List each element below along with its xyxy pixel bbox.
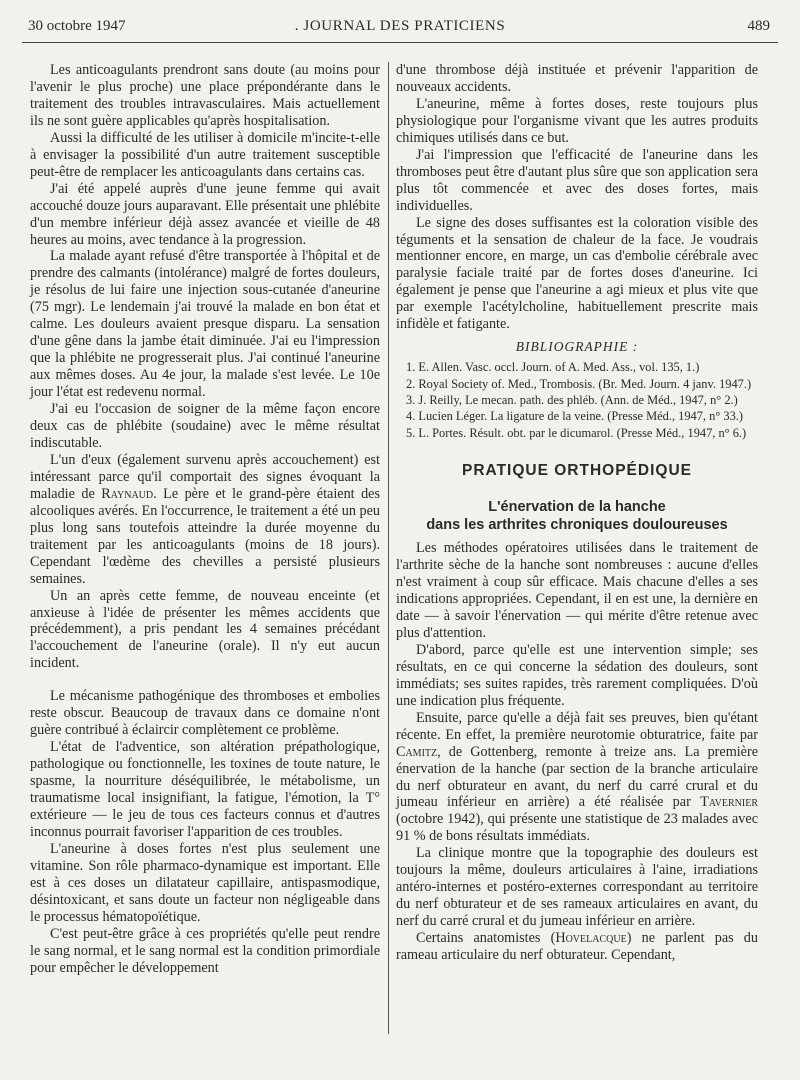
paragraph: J'ai l'impression que l'efficacité de l'aneurine dans les thromboses peut être d'autant plus sûre que son application sera plus tôt commencée et avec des doses fortes, mais individuelles.	[396, 146, 758, 214]
text-run: L'un d'eux (également survenu après accouchement) est intéressant parce qu'il comportait des signes évoquant la maladie de	[30, 451, 380, 502]
paragraph: L'aneurine à doses fortes n'est plus seulement une vitamine. Son rôle pharmaco-dynamique est important. Elle est à ces doses un dilatateur capillaire, antispasmodique, désintoxicant, et sans doute un facteur non négligeable dans le processus hématopoïétique.	[30, 840, 380, 925]
paragraph: J'ai eu l'occasion de soigner de la même façon encore deux cas de phlébite (soudaine) avec le même résultat indiscutable.	[30, 401, 380, 451]
paragraph: Les anticoagulants prendront sans doute (au moins pour l'avenir le plus proche) une place prépondérante dans le traitement des troubles intravasculaires. Mais actuellement ils ne sont guère applicables qu'après hospitalisation.	[30, 62, 380, 129]
paragraph: La malade ayant refusé d'être transportée à l'hôpital et de prendre des calmants (intolérance) malgré de fortes douleurs, je résolus de lui faire une injection sous-cutanée d'aneurine (75 mgr). Le lendemain j'ai trouvé la malade en bon état et calme. Les douleurs avaient presque disparu. La sensation d'une gêne dans la jambe était diminuée. J'ai eu l'impression que la phlébite ne progresserait plus. J'ai continué l'aneurine aux mêmes doses. Au 4e jour, la malade s'est levée. Le 10e jour l'état est redevenu normal.	[30, 248, 380, 401]
journal-title: . JOURNAL DES PRATICIENS	[294, 18, 506, 34]
column-divider	[388, 62, 389, 1034]
bibliography-entry: 4. Lucien Léger. La ligature de la veine. (Presse Méd., 1947, n° 33.)	[406, 409, 743, 424]
paragraph: C'est peut-être grâce à ces propriétés qu'elle peut rendre le sang normal, et le sang normal est la condition primordiale pour empêcher le développement	[30, 925, 380, 976]
text-run: , de Gottenberg, remonte à treize ans. La première énervation de la hanche (par section de la branche articulaire du nerf obturateur en avant, du nerf du carré crural et du jumeau inférieur en arrière) a été réalisée par	[396, 743, 758, 811]
article-title-line: dans les arthrites chroniques douloureuses	[426, 517, 728, 534]
bibliography-entry: 3. J. Reilly, Le mecan. path. des phléb. (Ann. de Méd., 1947, n° 2.)	[406, 393, 738, 408]
bibliography-list	[396, 360, 758, 441]
paragraph: d'une thrombose déjà instituée et prévenir l'apparition de nouveaux accidents.	[396, 62, 758, 95]
page-number: 489	[747, 18, 770, 34]
text-run: ) ne parlent pas du rameau articulaire du nerf obturateur. Cependant,	[396, 930, 758, 964]
paragraph: La clinique montre que la topographie des douleurs est toujours la même, douleurs articulaires à l'aine, irradiations antéro-internes et postéro-externes correspondant au territoire du nerf obturateur et de ses rameaux articulaires en avant, du nerf du carré crural et du jumeau inférieur en arrière.	[396, 845, 758, 930]
bibliography-entry: 5. L. Portes. Résult. obt. par le dicumarol. (Presse Méd., 1947, n° 6.)	[406, 425, 747, 440]
paragraph	[30, 452, 380, 588]
text-run: . Le père et le grand-père étaient des alcooliques avérés. En l'occurrence, le traitement a été un peu plus long sans toutefois atteindre la durée moyenne du traitement par les anticoagulants (moins de 18 jours). Cependant l'œdème des chevilles a persisté plusieurs semaines.	[30, 485, 380, 587]
article-title	[396, 498, 758, 534]
left-column	[30, 62, 380, 977]
paragraph: Les méthodes opératoires utilisées dans le traitement de l'arthrite sèche de la hanche sont nombreuses : aucune d'elles n'est vraiment à coup sûr efficace. Mais chacune d'elles a ses indications appropriées. Cependant, il en est une, la dernière en date — à savoir l'énervation — qui mérite d'être retenue avec plus d'attention.	[396, 540, 758, 641]
section-heading: PRATIQUE ORTHOPÉDIQUE	[462, 462, 692, 480]
bibliography-entry: 1. E. Allen. Vasc. occl. Journ. of A. Med. Ass., vol. 135, 1.)	[406, 360, 700, 375]
paragraph	[396, 930, 758, 964]
author-name: Camitz	[396, 743, 438, 760]
paragraph	[396, 710, 758, 846]
author-name: Raynaud	[101, 485, 154, 502]
paragraph: Le signe des doses suffisantes est la coloration visible des téguments et la sensation de chaleur de la face. Je voudrais mentionner encore, en marge, un cas d'embolie cérébrale avec paralysie faciale traité par de fortes doses d'aneurine. Ici également je pense que l'aneurine a agi mieux et plus vite que par exemple l'acétylcholine, habituellement prescrite mais infidèle et fatigante.	[396, 214, 758, 333]
text-run: Certains anatomistes (	[416, 930, 556, 947]
paragraph: Aussi la difficulté de les utiliser à domicile m'incite-t-elle à envisager la possibilité d'un autre traitement susceptible peut-être de remplacer les anticoagulants dans certains cas.	[30, 129, 380, 180]
right-column	[396, 62, 758, 964]
paragraph: D'abord, parce qu'elle est une intervention simple; ses résultats, en ce qui concerne la sédation des douleurs, sont immédiats; ses suites rapides, très rarement compliquées. D'où une indication plus fréquente.	[396, 641, 758, 709]
article-title-line: L'énervation de la hanche	[488, 499, 666, 516]
bibliography-entry: 2. Royal Society of. Med., Trombosis. (Br. Med. Journ. 4 janv. 1947.)	[406, 376, 752, 391]
paragraph: Le mécanisme pathogénique des thromboses et embolies reste obscur. Beaucoup de travaux dans ce domaine n'ont guère contribué à éclaircir complètement ce problème.	[30, 688, 380, 739]
issue-date: 30 octobre 1947	[28, 18, 126, 34]
paragraph: L'aneurine, même à fortes doses, reste toujours plus physiologique pour l'organisme vivant que les autres produits chimiques utilisés dans ce but.	[396, 95, 758, 146]
page-header	[22, 16, 778, 43]
author-name: Hovelacque	[555, 930, 627, 947]
paragraph: L'état de l'adventice, son altération prépathologique, pathologique ou fonctionnelle, les toxines de toute nature, le spasme, la nourriture déséquilibrée, le métabolisme, un traumatisme local insignifiant, la fatigue, l'émotion, la T° extérieure — le jeu de tous ces facteurs connus et d'autres inconnus pourrait favoriser l'apparition de ces troubles.	[30, 739, 380, 840]
bibliography-title: BIBLIOGRAPHIE :	[515, 339, 639, 355]
text-run: (octobre 1942), qui présente une statistique de 23 malades avec 91 % de bons résultats immédiats.	[396, 811, 758, 845]
text-run: Ensuite, parce qu'elle a déjà fait ses preuves, bien qu'étant récente. En effet, la première neurotomie obturatrice, faite par	[396, 709, 758, 743]
author-name: Tavernier	[700, 794, 758, 811]
paragraph: J'ai été appelé auprès d'une jeune femme qui avait accouché douze jours auparavant. Elle présentait une phlébite d'un membre inférieur déjà assez avancée et vieille de 48 heures au moins, avec tendance à la progression.	[30, 180, 380, 248]
paragraph: Un an après cette femme, de nouveau enceinte (et anxieuse à l'idée de présenter les mêmes accidents que précédemment), a pris pendant les 4 semaines précédant l'accouchement de l'aneurine (orale). Il n'y eut aucun incident.	[30, 587, 380, 672]
